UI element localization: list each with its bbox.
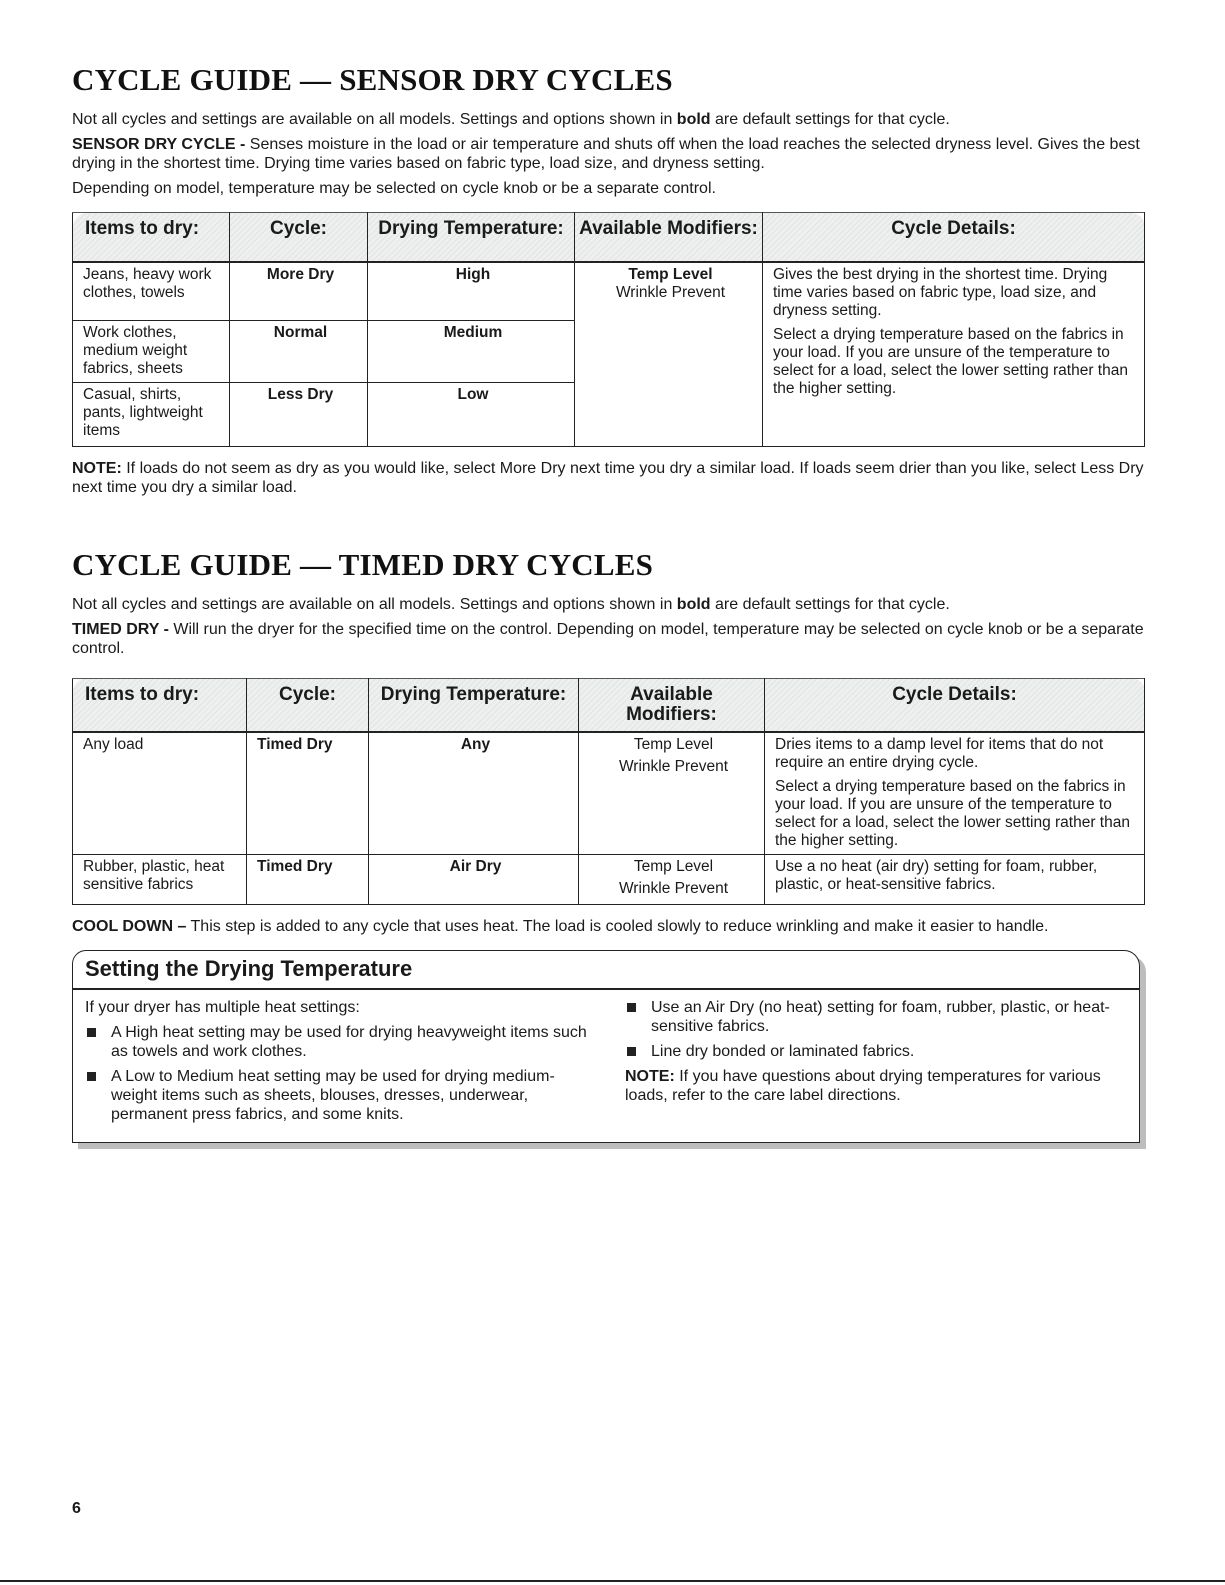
setting-intro: If your dryer has multiple heat settings: [85,998,360,1016]
timed-def-text: Will run the dryer for the specified time on the control. Depending on model, temperature may be selected on cycle knob or be a separate control. [72,620,1144,657]
setting-body [73,990,1139,1142]
sensor-def-label: SENSOR DRY CYCLE - [72,136,246,153]
details-para: Select a drying temperature based on the fabrics in your load. If you are unsure of the temperature to select for a load, select the lower setting rather than the higher setting. [775,777,1130,849]
temp-cell: Any [369,732,579,855]
sensor-intro [72,110,1152,129]
note-label: NOTE: [72,459,122,477]
header-temp: Drying Temperature: [369,678,579,732]
note-label: NOTE: [625,1067,675,1085]
items-cell: Jeans, heavy work clothes, towels [73,262,230,320]
sensor-table [72,212,1145,447]
sensor-header-row [73,213,1145,263]
temp-cell: Air Dry [369,854,579,904]
header-details: Cycle Details: [765,678,1145,732]
cycle-cell: Timed Dry [247,732,369,855]
square-bullet-icon [627,1047,636,1056]
sensor-definition [72,135,1152,173]
header-modifiers: Available Modifiers: [575,213,763,263]
modifier-temp-level: Temp Level [633,857,714,875]
header-items: Items to dry: [73,678,247,732]
note-text: If you have questions about drying temperatures for various loads, refer to the care label directions. [625,1067,1101,1104]
sensor-note [72,459,1152,497]
details-para: Select a drying temperature based on the fabrics in your load. If you are unsure of the temperature to select for a load, select the lower setting rather than the higher setting. [773,326,1128,397]
details-cell [765,732,1145,855]
list-item [625,998,1127,1036]
cool-down-note [72,917,1152,936]
timed-intro-pre: Not all cycles and settings are available on all models. Settings and options shown in [72,595,677,613]
table-row [73,732,1145,855]
setting-left-column [85,998,625,1130]
modifiers-cell [575,262,763,446]
sensor-intro-bold: bold [676,111,711,128]
modifier-other: Wrinkle Prevent [615,284,726,301]
list-item [625,1042,1127,1061]
bullet-text: A Low to Medium heat setting may be used for drying medium-weight items such as sheets, blouses, dresses, underwear, permanent press fabrics, and some knits. [111,1067,555,1123]
timed-intro [72,595,1152,614]
modifier-wrinkle: Wrinkle Prevent [618,879,729,897]
list-item [85,1067,587,1124]
details-para: Dries items to a damp level for items that do not require an entire drying cycle. [775,735,1104,771]
cycle-cell: Timed Dry [247,854,369,904]
cycle-cell: More Dry [230,262,368,320]
temp-cell: Low [368,382,575,446]
details-cell [763,262,1145,446]
cool-down-label: COOL DOWN – [72,917,187,935]
modifier-wrinkle: Wrinkle Prevent [618,757,729,775]
temp-cell: Medium [368,320,575,382]
square-bullet-icon [87,1028,96,1037]
sensor-intro-pre: Not all cycles and settings are available on all models. Settings and options shown in [72,111,677,128]
modifier-default: Temp Level [628,266,713,283]
cool-down-text: This step is added to any cycle that uses heat. The load is cooled slowly to reduce wrinkling and make it easier to handle. [186,917,1049,935]
timed-intro-post: are default settings for that cycle. [710,595,950,613]
header-details: Cycle Details: [763,213,1145,263]
items-cell: Work clothes, medium weight fabrics, sheets [73,320,230,382]
bullet-text: Use an Air Dry (no heat) setting for foam, rubber, plastic, or heat-sensitive fabrics. [651,998,1110,1035]
timed-intro-bold: bold [676,595,711,613]
cycle-cell: Less Dry [230,382,368,446]
modifiers-cell [579,854,765,904]
manual-page [72,62,1152,1143]
modifier-temp-level: Temp Level [633,735,714,753]
items-cell: Any load [73,732,247,855]
header-cycle: Cycle: [230,213,368,263]
header-modifiers: Available Modifiers: [579,678,765,732]
setting-right-column [625,998,1127,1130]
list-item [85,1023,587,1061]
bullet-text: A High heat setting may be used for drying heavyweight items such as towels and work clothes. [111,1023,587,1060]
square-bullet-icon [87,1072,96,1081]
cycle-cell: Normal [230,320,368,382]
timed-def-label: TIMED DRY - [72,620,169,638]
details-para: Use a no heat (air dry) setting for foam, rubber, plastic, or heat-sensitive fabrics. [775,857,1098,893]
timed-title: CYCLE GUIDE — TIMED DRY CYCLES [72,546,654,582]
temp-cell: High [368,262,575,320]
modifiers-cell [579,732,765,855]
details-cell [765,854,1145,904]
setting-temperature-box [72,950,1140,1143]
sensor-depending: Depending on model, temperature may be selected on cycle knob or be a separate control. [72,180,716,197]
timed-definition [72,620,1152,658]
timed-header-row [73,678,1145,732]
bullet-text: Line dry bonded or laminated fabrics. [651,1042,915,1060]
items-cell: Casual, shirts, pants, lightweight items [73,382,230,446]
header-items: Items to dry: [73,213,230,263]
items-cell: Rubber, plastic, heat sensitive fabrics [73,854,247,904]
table-row [73,262,1145,320]
header-temp: Drying Temperature: [368,213,575,263]
note-text: If loads do not seem as dry as you would like, select More Dry next time you dry a similar load. If loads seem drier than you like, select Less Dry next time you dry a similar load. [72,459,1144,496]
setting-title: Setting the Drying Temperature [73,951,1139,990]
bottom-rule [0,1580,1225,1582]
page-number: 6 [72,1500,81,1517]
timed-table [72,678,1145,905]
setting-note [625,1067,1127,1105]
details-para: Gives the best drying in the shortest time. Drying time varies based on fabric type, load size, and dryness setting. [773,266,1108,319]
sensor-def-text: Senses moisture in the load or air temperature and shuts off when the load reaches the selected dryness level. Gives the best drying in the shortest time. Drying time varies based on fabric type, load size, and dryness setting. [72,136,1140,172]
sensor-title: CYCLE GUIDE — SENSOR DRY CYCLES [72,62,673,97]
square-bullet-icon [627,1003,636,1012]
sensor-intro-post: are default settings for that cycle. [710,111,950,128]
header-cycle: Cycle: [247,678,369,732]
table-row [73,854,1145,904]
